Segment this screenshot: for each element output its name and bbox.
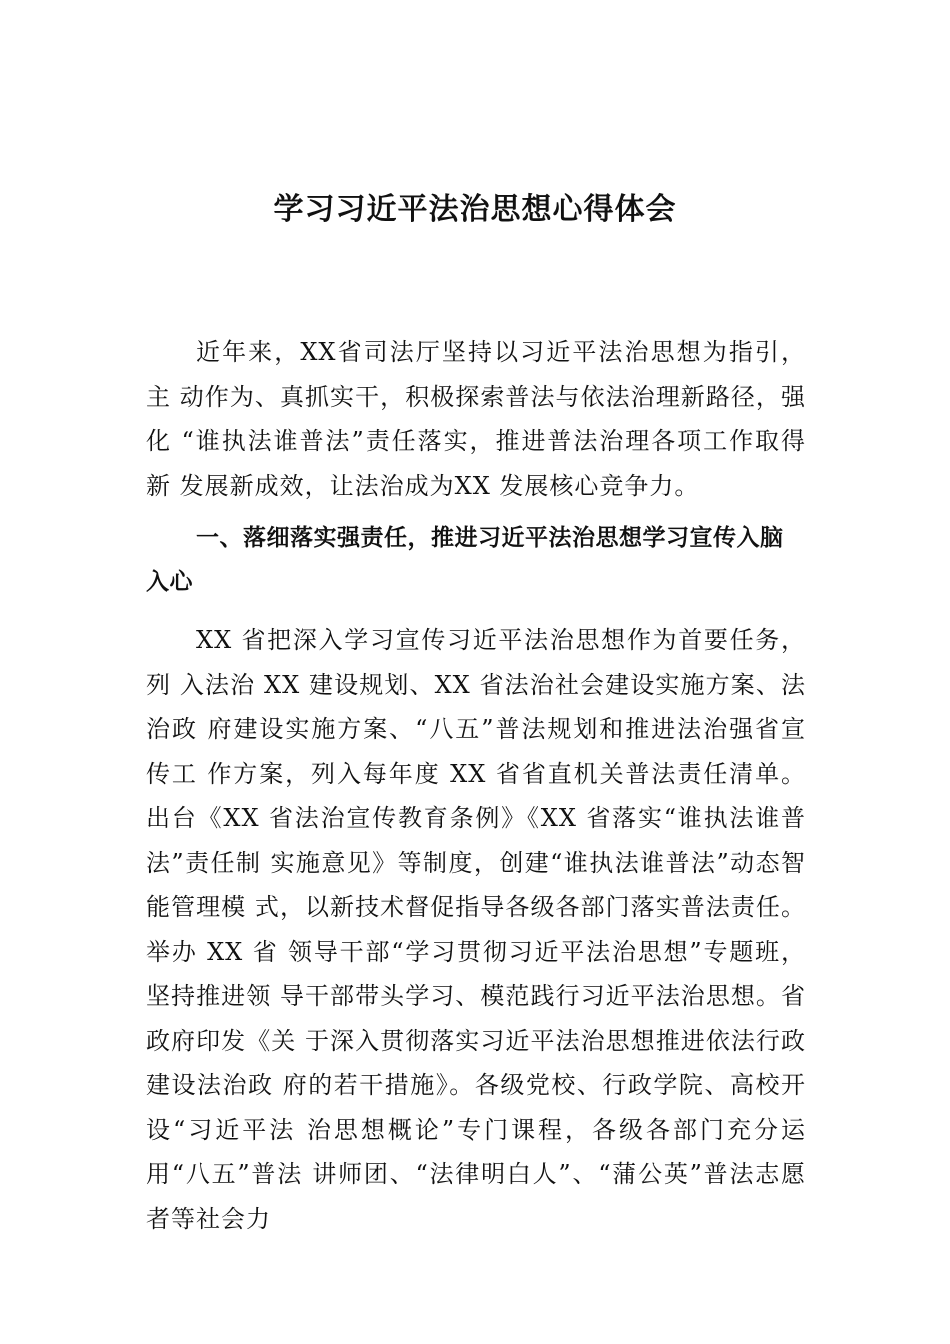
intro-paragraph: 近年来，XX省司法厅坚持以习近平法治思想为指引，主 动作为、真抓实干，积极探索普法与依法治理新路径，强化 “谁执法谁普法”责任落实，推进普法治理各项工作取得新 发展新成效，让法治成为XX 发展核心竞争力。 (146, 338, 806, 500)
section-heading: 一、落细落实强责任，推进习近平法治思想学习宣传入脑入心 (146, 525, 784, 595)
document-title: 学习习近平法治思想心得体会 (273, 192, 677, 227)
section-paragraph: XX 省把深入学习宣传习近平法治思想作为首要任务，列 入法治 XX 建设规划、XX 省法治社会建设实施方案、法治政 府建设实施方案、“八五”普法规划和推进法治强省宣传工 作方案，列入每年度 XX 省省直机关普法责任清单。出台《XX 省法治宣传教育条例》《XX 省落实“谁执法谁普法”责任制 实施意见》等制度，创建“谁执法谁普法”动态智能管理模 式，以新技术督促指导各级各部门落实普法责任。举办 XX 省 领导干部“学习贯彻习近平法治思想”专题班，坚持推进领 导干部带头学习、模范践行习近平法治思想。省政府印发《关 于深入贯彻落实习近平法治思想推进依法行政建设法治政 府的若干措施》。各级党校、行政学院、高校开设“习近平法 治思想概论”专门课程，各级各部门充分运用“八五”普法 讲师团、“法律明白人”、“蒲公英”普法志愿者等社会力 (146, 626, 806, 1233)
